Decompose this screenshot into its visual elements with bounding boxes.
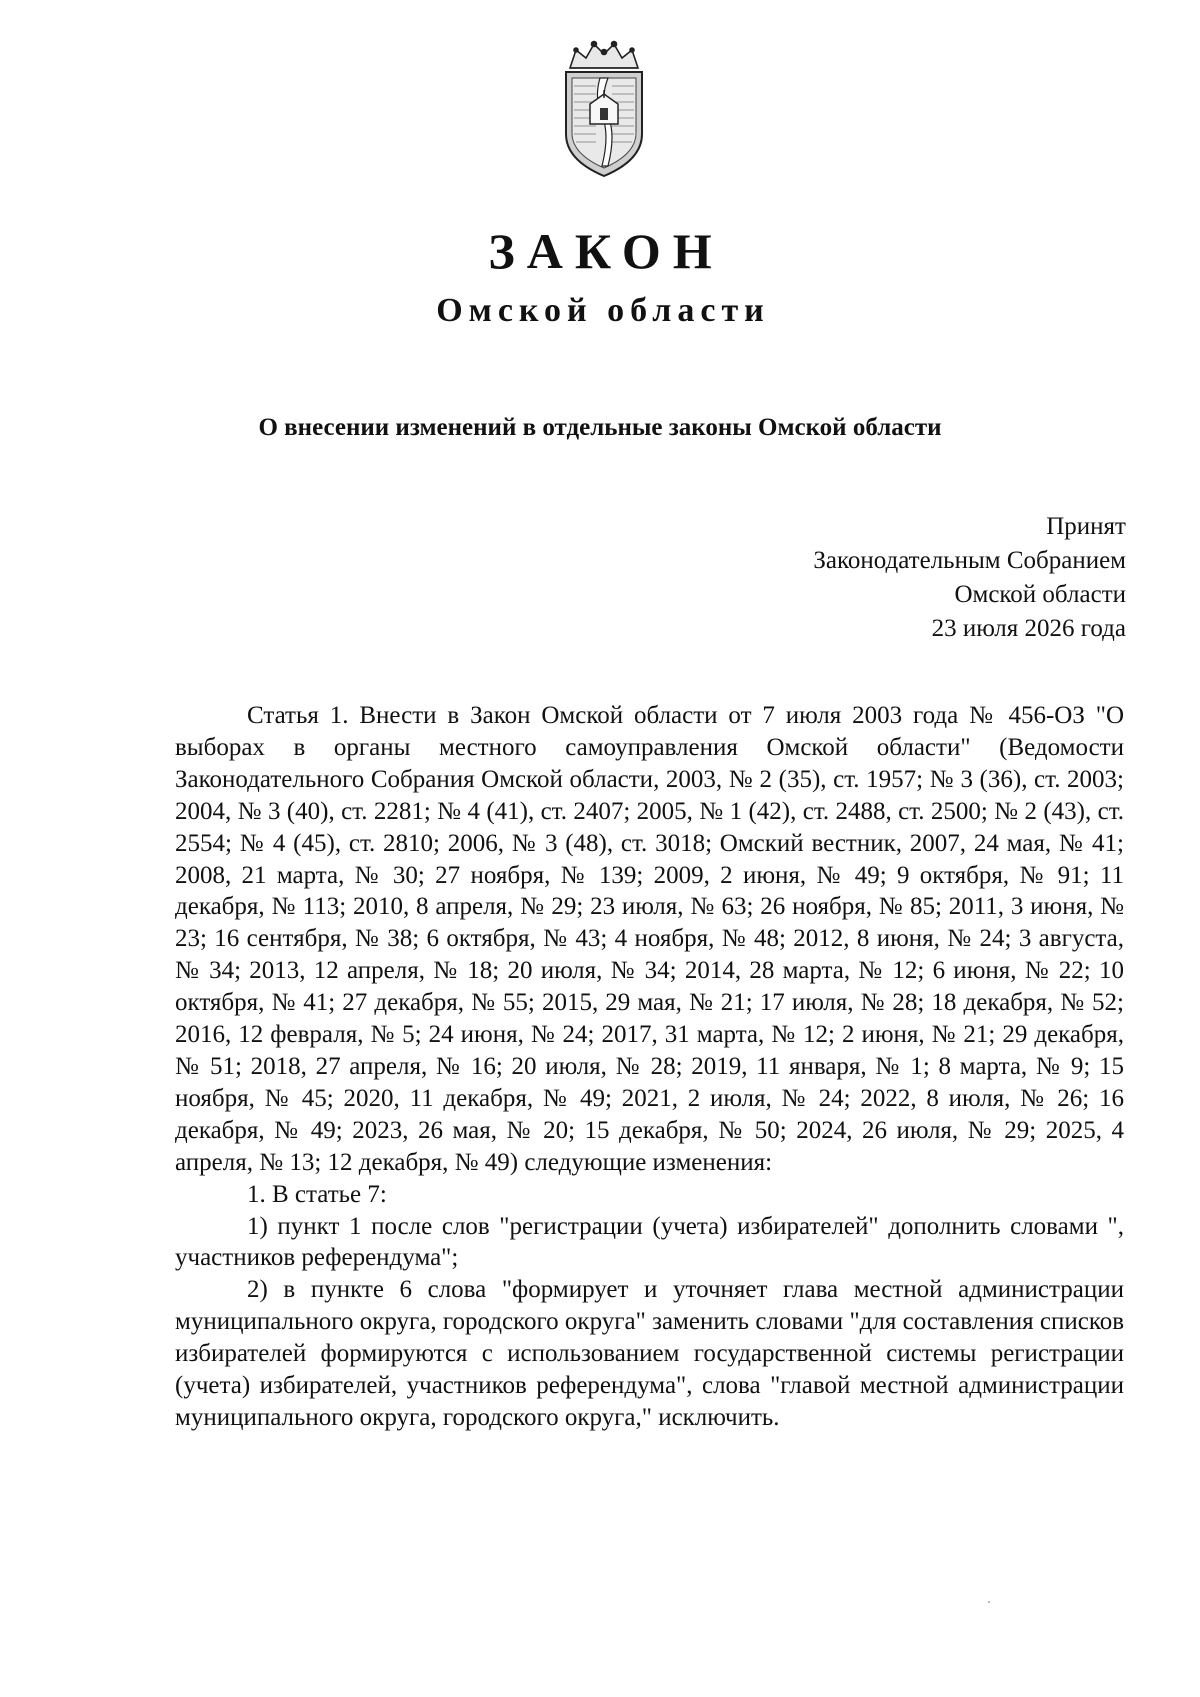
article-1-paragraph: Статья 1. Внести в Закон Омской области от 7 июля 2003 года № 456-ОЗ "О выборах в органы местного самоуправления Омской области" (Ведомости Законодательного Собрания Омской области, 2003, № 2 (35), ст. 1957; № 3 (36), ст. 2003; 2004, № 3 (40), ст. 2281; № 4 (41), ст. 2407; 2005, № 1 (42), ст. 2488, ст. 2500; № 2 (43), ст. 2554; № 4 (45), ст. 2810; 2006, № 3 (48), ст. 3018; Омский вестник, 2007, 24 мая, № 41; 2008, 21 марта, № 30; 27 ноября, № 139; 2009, 2 июня, № 49; 9 октября, № 91; 11 декабря, № 113; 2010, 8 апреля, № 29; 23 июля, № 63; 26 ноября, № 85; 2011, 3 июня, № 23; 16 сентября, № 38; 6 октября, № 43; 4 ноября, № 48; 2012, 8 июня, № 24; 3 августа, № 34; 2013, 12 апреля, № 18; 20 июля, № 34; 2014, 28 марта, № 12; 6 июня, № 22; 10 октября, № 41; 27 декабря, № 55; 2015, 29 мая, № 21; 17 июля, № 28; 18 декабря, № 52; 2016, 12 февраля, № 5; 24 июня, № 24; 2017, 31 марта, № 12; 2 июня, № 21; 29 декабря, № 51; 2018, 27 апреля, № 16; 20 июля, № 28; 2019, 11 января, № 1; 8 марта, № 9; 15 ноября, № 45; 2020, 11 декабря, № 49; 2021, 2 июля, № 24; 2022, 8 июля, № 26; 16 декабря, № 49; 2023, 26 мая, № 20; 15 декабря, № 50; 2024, 26 июля, № 29; 2025, 4 апреля, № 13; 12 декабря, № 49) следующие изменения:: [175, 702, 1124, 1176]
document-subtitle: Омской области: [436, 292, 770, 329]
document-title: ЗАКОН: [488, 223, 724, 279]
adoption-line-2: Законодательным Собранием: [813, 547, 1126, 574]
item-1-paragraph: 1. В статье 7:: [247, 1180, 387, 1208]
subitem-1-paragraph: 1) пункт 1 после слов "регистрации (учета) избирателей" дополнить словами ", участников референдума";: [175, 1212, 1124, 1272]
adoption-date: 23 июля 2026 года: [931, 615, 1126, 642]
adoption-line-3: Омской области: [954, 581, 1126, 608]
document-body: [175, 700, 1124, 1434]
adoption-block: [813, 510, 1126, 646]
scan-speck: [988, 1601, 990, 1603]
law-name-heading: О внесении изменений в отдельные законы Омской области: [258, 414, 942, 441]
subitem-2-paragraph: 2) в пункте 6 слова "формирует и уточняет глава местной администрации муниципального округа, городского округа" заменить словами "для составления списков избирателей формируются с использованием государственной системы регистрации (учета) избирателей, участников референдума", слова "главой местной администрации муниципального округа, городского округа," исключить.: [175, 1276, 1124, 1431]
coat-of-arms-icon: [556, 38, 652, 180]
adoption-line-1: Принят: [1046, 513, 1126, 540]
